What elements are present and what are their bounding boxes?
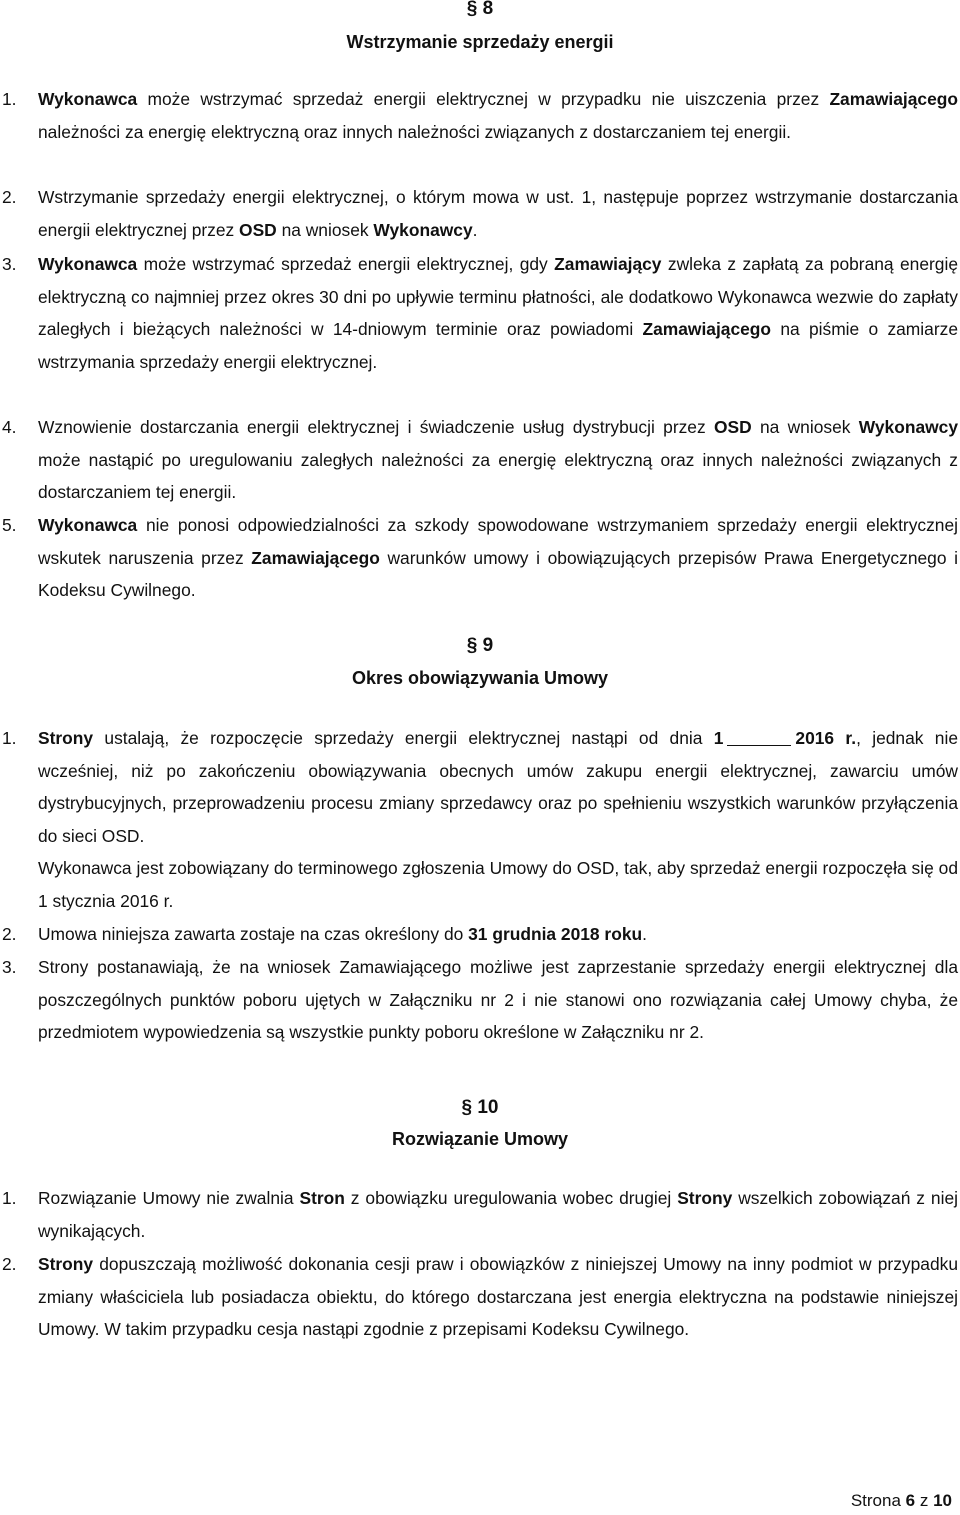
bold-text: Strony bbox=[38, 728, 94, 748]
bold-text: Strony bbox=[677, 1188, 733, 1208]
bold-text: Zamawiającego bbox=[642, 319, 772, 339]
list-item bbox=[2, 411, 958, 509]
item-text: Wykonawca jest zobowiązany do terminowego zgłoszenia Umowy do OSD, tak, aby sprzedaż energii rozpoczęła się od 1 stycznia 2016 r. bbox=[38, 858, 958, 911]
bold-text: Zamawiającego bbox=[251, 547, 380, 568]
footer-page: 6 bbox=[905, 1491, 916, 1510]
section-title: Wstrzymanie sprzedaży energii bbox=[346, 32, 614, 52]
list-item bbox=[2, 248, 958, 378]
item-text: Wznowienie dostarczania energii elektrycznej i świadczenie usług dystrybucji przez OSD na wniosek Wykonawcy może nastąpić po uregulowaniu zaległych należności za energię elektryczną oraz innych należności związanych z dostarczaniem tej energii. bbox=[38, 417, 958, 502]
section-title: Okres obowiązywania Umowy bbox=[351, 668, 609, 688]
list-item bbox=[2, 509, 958, 607]
page-footer bbox=[851, 1491, 952, 1511]
item-text: Wykonawca może wstrzymać sprzedaż energii elektrycznej w przypadku nie uiszczenia przez Zamawiającego należności za energię elektryczną oraz innych należności związanych z dostarczaniem tej energii. bbox=[38, 89, 958, 142]
footer-of: z bbox=[919, 1491, 929, 1510]
bold-text: Wykonawcy bbox=[858, 417, 958, 437]
item-number: 1. bbox=[2, 89, 17, 109]
bold-text: 31 grudnia 2018 roku bbox=[468, 924, 643, 944]
footer-total: 10 bbox=[933, 1491, 952, 1510]
bold-text: Strony bbox=[38, 1254, 94, 1274]
list-item bbox=[2, 951, 958, 1049]
item-number: 2. bbox=[2, 1254, 17, 1274]
item-text: Rozwiązanie Umowy nie zwalnia Stron z obowiązku uregulowania wobec drugiej Strony wszelkich zobowiązań z niej wynikających. bbox=[38, 1188, 958, 1241]
item-number: 1. bbox=[2, 728, 17, 748]
item-number: 2. bbox=[2, 924, 17, 944]
item-text: Strony postanawiają, że na wniosek Zamawiającego możliwe jest zaprzestanie sprzedaży energii elektrycznej dla poszczególnych punktów poboru ujętych w Załączniku nr 2 i nie stanowi ono rozwiązania całej Umowy chyba, że przedmiotem wypowiedzenia są wszystkie punkty poboru określone w Załączniku nr 2. bbox=[38, 957, 958, 1042]
section-number: § 9 bbox=[466, 635, 494, 656]
list-item bbox=[2, 181, 958, 246]
item-text: Strony dopuszczają możliwość dokonania cesji praw i obowiązków z niniejszej Umowy na inny podmiot w przypadku zmiany właściciela lub posiadacza obiektu, do którego dostarczana jest energia elektryczna na podstawie niniejszej Umowy. W takim przypadku cesja nastąpi zgodnie z przepisami Kodeksu Cywilnego. bbox=[38, 1254, 958, 1339]
footer-label: Strona bbox=[850, 1491, 901, 1510]
bold-text: OSD bbox=[713, 417, 752, 437]
bold-text: Wykonawca bbox=[38, 89, 138, 109]
bold-text: Stron bbox=[299, 1188, 345, 1208]
bold-text: Wykonawcy bbox=[373, 219, 473, 240]
section-number: § 10 bbox=[461, 1097, 499, 1118]
item-number: 3. bbox=[2, 957, 17, 977]
item-number: 1. bbox=[2, 1188, 17, 1208]
bold-text: Wykonawca bbox=[38, 515, 138, 535]
list-item bbox=[2, 1182, 958, 1247]
list-item bbox=[2, 1248, 958, 1346]
section-title: Rozwiązanie Umowy bbox=[391, 1129, 569, 1149]
item-text: Wykonawca może wstrzymać sprzedaż energii elektrycznej, gdy Zamawiający zwleka z zapłatą za pobraną energię elektryczną co najmniej przez okres 30 dni po upływie terminu płatności, ale dodatkowo Wykonawca wezwie do zapłaty zaległych i bieżących należności w 14-dniowym terminie oraz powiadomi Zamawiającego na piśmie o zamiarze wstrzymania sprzedaży energii elektrycznej. bbox=[38, 254, 959, 372]
item-text: Wstrzymanie sprzedaży energii elektrycznej, o którym mowa w ust. 1, następuje poprzez wstrzymanie dostarczania energii elektrycznej przez OSD na wniosek Wykonawcy. bbox=[38, 187, 958, 240]
list-item bbox=[2, 83, 958, 148]
date-blank-line bbox=[727, 727, 791, 746]
item-number: 5. bbox=[2, 515, 17, 535]
item-number: 4. bbox=[2, 417, 17, 437]
bold-text: Zamawiającego bbox=[829, 89, 958, 109]
item-number: 3. bbox=[2, 254, 17, 274]
list-item bbox=[2, 722, 958, 852]
item-text: Umowa niniejsza zawarta zostaje na czas określony do 31 grudnia 2018 roku. bbox=[38, 924, 647, 944]
section-number: § 8 bbox=[466, 0, 494, 19]
bold-text: OSD bbox=[239, 219, 277, 240]
item-text: Strony ustalają, że rozpoczęcie sprzedaży energii elektrycznej nastąpi od dnia 1 2016 r., jednak nie wcześniej, niż po zakończeniu obowiązywania obecnych umów zakupu energii elektrycznej, zawarciu umów dystrybucyjnych, przeprowadzeniu procesu zmiany sprzedawcy oraz po spełnieniu wszystkich warunków przyłączenia do sieci OSD. bbox=[38, 728, 958, 846]
item-text: Wykonawca nie ponosi odpowiedzialności za szkody spowodowane wstrzymaniem sprzedaży energii elektrycznej wskutek naruszenia przez Zamawiającego warunków umowy i obowiązujących przepisów Prawa Energetycznego i Kodeksu Cywilnego. bbox=[38, 515, 958, 600]
bold-text: Wykonawca bbox=[38, 254, 138, 274]
bold-text: 2016 r. bbox=[795, 728, 857, 748]
list-item bbox=[2, 918, 958, 951]
bold-text: Zamawiający bbox=[554, 254, 662, 274]
item-number: 2. bbox=[2, 187, 17, 207]
list-item bbox=[2, 852, 958, 917]
bold-text: 1 bbox=[713, 728, 724, 748]
